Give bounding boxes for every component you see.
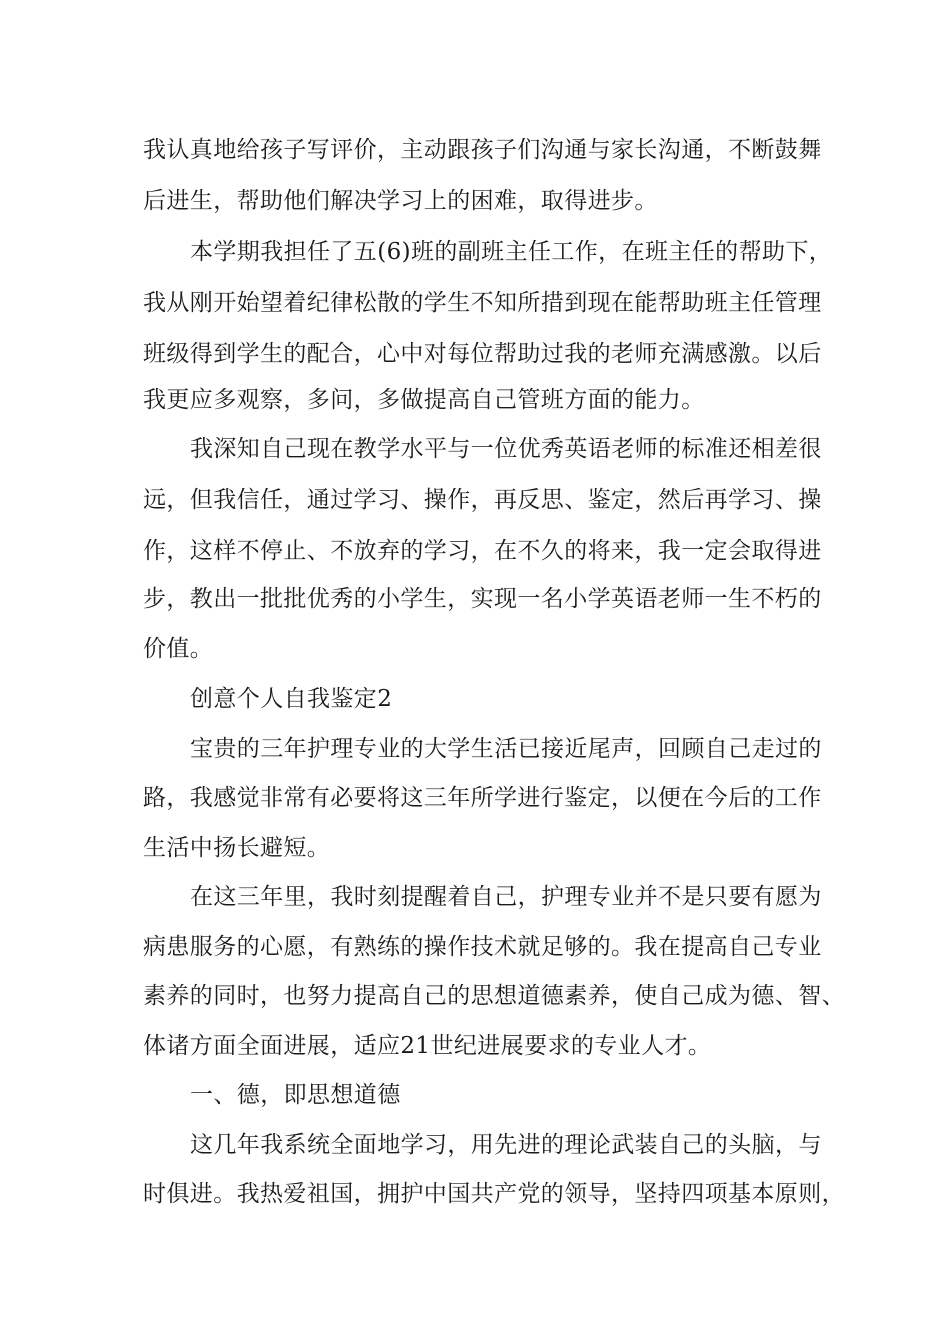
- paragraph-start: 在这三年里，我时刻提醒着自己，护理专业并不是只要有愿为: [190, 884, 822, 910]
- section-heading: 创意个人自我鉴定2: [190, 686, 393, 712]
- text-line: 价值。: [143, 636, 214, 662]
- text-line: 病患服务的心愿，有熟练的操作技术就足够的。我在提高自己专业: [143, 934, 822, 960]
- paragraph-start: 我深知自己现在教学水平与一位优秀英语老师的标准还相差很: [190, 436, 822, 462]
- text-line: 素养的同时，也努力提高自己的思想道德素养，使自己成为德、智、: [143, 983, 845, 1009]
- paragraph-start: 本学期我担任了五(6)班的副班主任工作，在班主任的帮助下，: [190, 239, 833, 265]
- text-line: 作，这样不停止、不放弃的学习，在不久的将来，我一定会取得进: [143, 538, 822, 564]
- text-line: 我更应多观察，多问，多做提高自己管班方面的能力。: [143, 387, 705, 413]
- text-line: 时俱进。我热爱祖国，拥护中国共产党的领导，坚持四项基本原则，: [143, 1181, 845, 1207]
- paragraph-start: 宝贵的三年护理专业的大学生活已接近尾声，回顾自己走过的: [190, 736, 822, 762]
- text-line: 我从刚开始望着纪律松散的学生不知所措到现在能帮助班主任管理: [143, 290, 822, 316]
- text-line: 班级得到学生的配合，心中对每位帮助过我的老师充满感激。以后: [143, 341, 822, 367]
- text-line: 生活中扬长避短。: [143, 835, 331, 861]
- text-line: 后进生，帮助他们解决学习上的困难，取得进步。: [143, 188, 658, 214]
- subsection-heading: 一、德，即思想道德: [190, 1082, 401, 1108]
- paragraph-start: 这几年我系统全面地学习，用先进的理论武装自己的头脑，与: [190, 1132, 822, 1158]
- text-line: 路，我感觉非常有必要将这三年所学进行鉴定，以便在今后的工作: [143, 785, 822, 811]
- text-line: 体诸方面全面进展，适应21世纪进展要求的专业人才。: [143, 1033, 712, 1059]
- text-line: 远，但我信任，通过学习、操作，再反思、鉴定，然后再学习、操: [143, 487, 822, 513]
- text-line: 我认真地给孩子写评价，主动跟孩子们沟通与家长沟通，不断鼓舞: [143, 137, 822, 163]
- text-line: 步，教出一批批优秀的小学生，实现一名小学英语老师一生不朽的: [143, 586, 822, 612]
